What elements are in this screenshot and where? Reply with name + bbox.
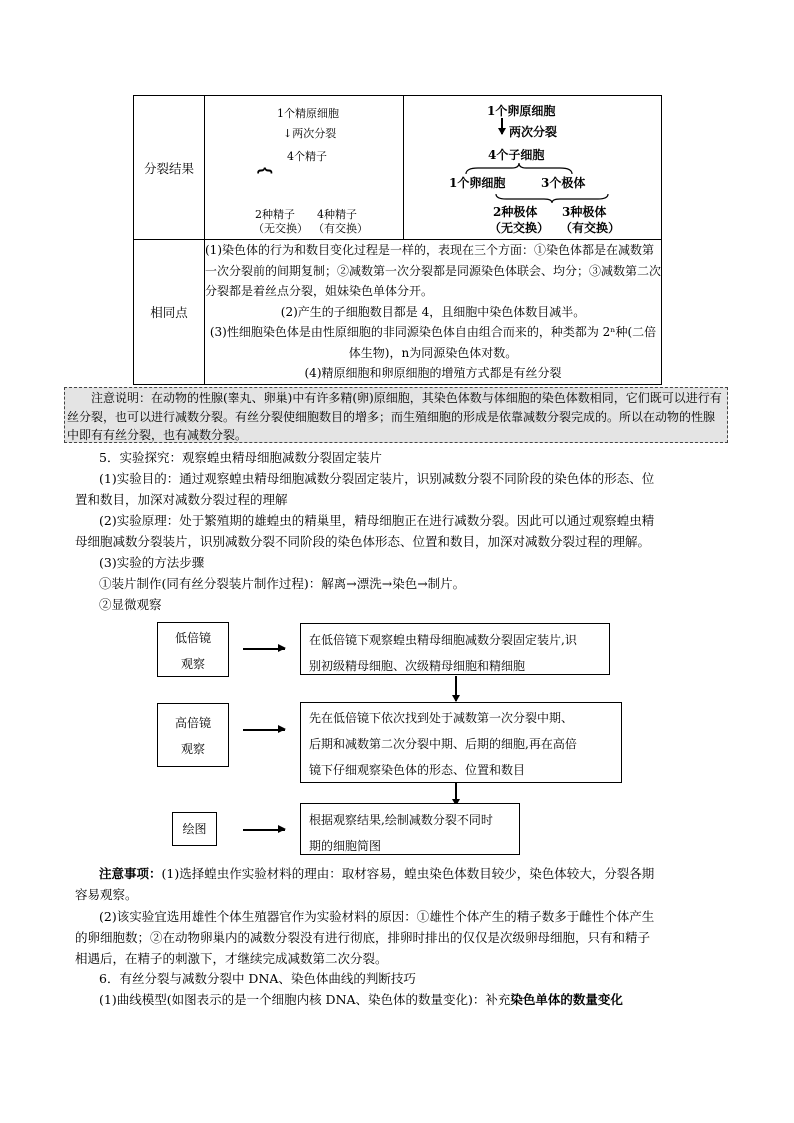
draw-text-1: 根据观察结果,绘制减数分裂不同时 — [309, 813, 493, 827]
low-label-1: 低倍镜 — [174, 631, 211, 645]
down-arrow-icon — [455, 676, 457, 701]
low-text-2: 别初级精母细胞、次级精母细胞和精细胞 — [309, 659, 526, 673]
egg-bl-sub: （无交换） — [489, 221, 550, 235]
method-step-1: ①装片制作(同有丝分裂装片制作过程)：解离→漂洗→染色→制片。 — [99, 576, 466, 591]
purpose-line-2: 置和数目，加深对减数分裂过程的理解 — [75, 492, 288, 507]
principle-line-2: 母细胞减数分裂装片，识别减数分裂不同阶段的染色体形态、位置和数目，加深对减数分裂过程的理解。 — [75, 534, 651, 549]
note-text: 注意说明：在动物的性腺(睾丸、卵巢)中有许多精(卵)原细胞，其染色体数与体细胞的染色体数相同，它们既可以进行有丝分裂，也可以进行减数分裂。有丝分裂使细胞数目的增多；而生殖细胞的形成是依靠减数分裂完成的。所以在动物的性腺中即有有丝分裂，也有减数分裂。 — [67, 391, 722, 442]
row-label-same: 相同点 — [134, 240, 205, 385]
egg-diagram — [404, 96, 661, 239]
low-power-text-box — [300, 623, 610, 675]
section-5-title: 5．实验探究：观察蝗虫精母细胞减数分裂固定装片 — [99, 450, 382, 465]
egg-step: 两次分裂 — [509, 125, 558, 139]
high-text-2: 后期和减数第二次分裂中期、后期的细胞,再在高倍 — [309, 737, 577, 751]
same-point-4: (4)精原细胞和卵原细胞的增殖方式都是有丝分裂 — [304, 366, 562, 380]
down-arrow-icon — [455, 783, 457, 805]
egg-left: 1个卵细胞 — [449, 176, 506, 190]
low-power-box — [157, 622, 229, 677]
purpose-line-1: (1)实验目的：通过观察蝗虫精母细胞减数分裂固定装片，识别减数分裂不同阶段的染色体的形态、位 — [99, 471, 655, 486]
method-title: (3)实验的方法步骤 — [99, 555, 205, 570]
low-label-2: 观察 — [180, 657, 205, 671]
draw-text-box — [300, 803, 520, 855]
sperm-step: ↓两次分裂 — [283, 127, 337, 140]
draw-text-2: 期的细胞简图 — [309, 839, 382, 853]
notes-line-3: (2)该实验宜选用雄性个体生殖器官作为实验材料的原因：①雄性个体产生的精子数多于雌性个体产生 — [99, 909, 655, 924]
high-power-text-box — [300, 702, 622, 783]
egg-mid: 4个子细胞 — [488, 148, 545, 162]
egg-bl: 2种极体 — [493, 205, 538, 219]
draw-box — [172, 812, 217, 846]
note-box — [64, 387, 728, 443]
high-text-1: 先在低倍镜下依次找到处于减数第一次分裂中期、 — [309, 711, 574, 725]
egg-br-sub: （有交换） — [560, 221, 621, 235]
high-text-3: 镜下仔细观察染色体的形态、位置和数目 — [309, 763, 526, 777]
sperm-right-sub: （有交换） — [313, 222, 368, 235]
sperm-diagram — [205, 96, 403, 239]
row-label-result: 分裂结果 — [134, 96, 205, 240]
high-label-2: 观察 — [180, 742, 205, 756]
same-point-1: (1)染色体的行为和数目变化过程是一样的，表现在三个方面：①染色体都是在减数第一次分裂前的间期复制；②减数第一次分裂都是同源染色体联会、均分；③减数第二次分裂都是着丝点分裂，姐妹染色单体分开。 — [205, 243, 662, 298]
low-text-1: 在低倍镜下观察蝗虫精母细胞减数分裂固定装片,识 — [309, 633, 577, 647]
down-arrow-icon — [501, 118, 503, 134]
sperm-right: 4种精子 — [317, 208, 357, 221]
same-point-2: (2)产生的子细胞数目都是 4，且细胞中染色体数目减半。 — [280, 304, 586, 319]
high-label-1: 高倍镜 — [174, 716, 211, 730]
egg-right: 3个极体 — [541, 176, 586, 190]
section-6-title: 6．有丝分裂与减数分裂中 DNA、染色体曲线的判断技巧 — [99, 971, 416, 986]
brace-icon: ⏞ — [257, 168, 273, 198]
notes-line-4: 的卵细胞数；②在动物卵巢内的减数分裂没有进行彻底，排卵时排出的仅仅是次级卵母细胞，只有和精子 — [75, 930, 651, 945]
same-point-3: (3)性细胞染色体是由性原细胞的非同源染色体自由组合而来的，种类都为 2ⁿ种(二倍体生物)，n为同源染色体对数。 — [209, 325, 657, 360]
curve-model-line — [99, 989, 728, 1010]
right-arrow-icon — [243, 829, 285, 831]
sperm-top: 1个精原细胞 — [277, 107, 339, 120]
egg-br: 3种极体 — [562, 205, 607, 219]
sperm-left-sub: （无交换） — [253, 222, 308, 235]
sperm-left: 2种精子 — [255, 208, 295, 221]
notes-line-1-text: (1)选择蝗虫作实验材料的理由：取材容易，蝗虫染色体数目较少，染色体较大，分裂各期 — [161, 866, 655, 881]
curve-model-bold: 染色单体的数量变化 — [510, 992, 623, 1007]
right-arrow-icon — [243, 648, 285, 650]
high-power-box — [157, 703, 229, 767]
curve-model-text: (1)曲线模型(如图表示的是一个细胞内核 DNA、染色体的数量变化)：补充 — [99, 992, 511, 1007]
principle-line-1: (2)实验原理：处于繁殖期的雄蝗虫的精巢里，精母细胞正在进行减数分裂。因此可以通过观察蝗虫精 — [99, 513, 655, 528]
notes-line-1 — [99, 863, 728, 884]
notes-line-2: 容易观察。 — [75, 887, 138, 902]
right-arrow-icon — [243, 729, 285, 731]
method-step-2: ②显微观察 — [99, 597, 162, 612]
draw-label: 绘图 — [182, 822, 207, 836]
sperm-mid: 4个精子 — [287, 150, 327, 163]
notes-heading: 注意事项： — [99, 866, 162, 881]
comparison-table — [133, 95, 662, 385]
notes-line-5: 相遇后，在精子的刺激下，才继续完成减数第二次分裂。 — [75, 951, 388, 966]
egg-top: 1个卵原细胞 — [487, 104, 556, 118]
